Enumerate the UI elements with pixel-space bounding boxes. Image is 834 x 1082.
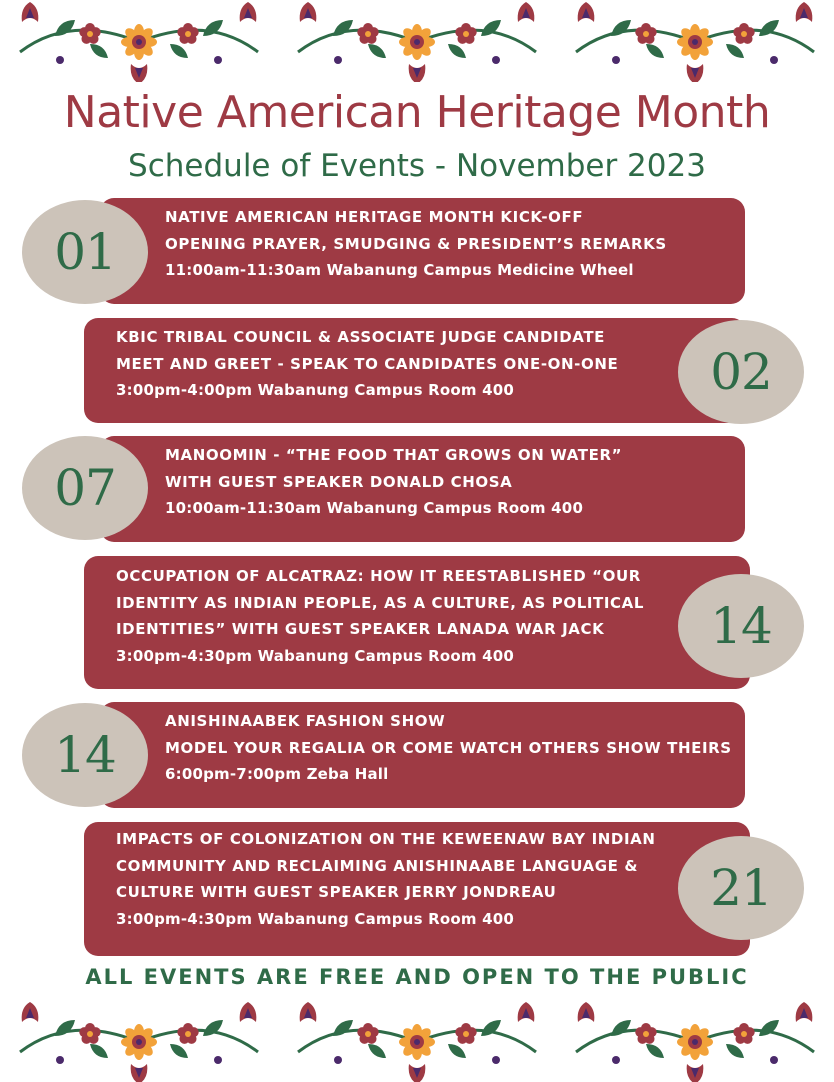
event-date-badge-4: 14 (678, 574, 804, 678)
event-time: 6:00pm-7:00pm Zeba Hall (165, 765, 389, 783)
event-details-3 (165, 442, 622, 522)
event-date-badge-6: 21 (678, 836, 804, 940)
page-title: Native American Heritage Month (63, 87, 771, 138)
footer-note: ALL EVENTS ARE FREE AND OPEN TO THE PUBLIC (85, 965, 749, 989)
event-title-line: WITH GUEST SPEAKER DONALD CHOSA (165, 472, 513, 491)
event-title-line: MANOOMIN - “THE FOOD THAT GROWS ON WATER” (165, 446, 623, 464)
event-title-line: MODEL YOUR REGALIA OR COME WATCH OTHERS SHOW THEIRS (165, 738, 732, 757)
event-time: 3:00pm-4:30pm Wabanung Campus Room 400 (116, 909, 515, 928)
event-title-line: IDENTITY AS INDIAN PEOPLE, AS A CULTURE, AS POLITICAL (116, 593, 645, 612)
event-details-4 (116, 563, 644, 669)
event-title-line: IMPACTS OF COLONIZATION ON THE KEWEENAW BAY INDIAN (116, 830, 656, 848)
event-time: 10:00am-11:30am Wabanung Campus Room 400 (165, 499, 584, 517)
event-title-line: IDENTITIES” WITH GUEST SPEAKER LANADA WAR JACK (116, 620, 605, 638)
floral-border-top (0, 0, 834, 82)
event-date-badge-3: 07 (22, 436, 148, 540)
event-title-line: OPENING PRAYER, SMUDGING & PRESIDENT’S REMARKS (165, 234, 667, 253)
event-title-line: ANISHINAABEK FASHION SHOW (165, 712, 446, 730)
event-date-badge-1: 01 (22, 200, 148, 304)
event-date-badge-5: 14 (22, 703, 148, 807)
event-time: 3:00pm-4:00pm Wabanung Campus Room 400 (116, 381, 515, 399)
event-details-2 (116, 324, 618, 404)
event-title-line: OCCUPATION OF ALCATRAZ: HOW IT REESTABLISHED “OUR (116, 567, 641, 585)
event-time: 11:00am-11:30am Wabanung Campus Medicine Wheel (165, 261, 634, 279)
event-date-badge-2: 02 (678, 320, 804, 424)
event-title-line: KBIC TRIBAL COUNCIL & ASSOCIATE JUDGE CANDIDATE (116, 328, 606, 346)
event-time: 3:00pm-4:30pm Wabanung Campus Room 400 (116, 646, 515, 665)
event-title-line: NATIVE AMERICAN HERITAGE MONTH KICK-OFF (165, 208, 584, 226)
event-title-line: COMMUNITY AND RECLAIMING ANISHINAABE LANGUAGE & (116, 856, 639, 875)
event-details-5 (165, 708, 732, 788)
event-title-line: CULTURE WITH GUEST SPEAKER JERRY JONDREAU (116, 883, 557, 901)
page-subtitle: Schedule of Events - November 2023 (128, 148, 706, 184)
event-title-line: MEET AND GREET - SPEAK TO CANDIDATES ONE-ON-ONE (116, 354, 619, 373)
event-details-6 (116, 826, 656, 932)
event-details-1 (165, 204, 667, 284)
floral-border-bottom (0, 1000, 834, 1082)
